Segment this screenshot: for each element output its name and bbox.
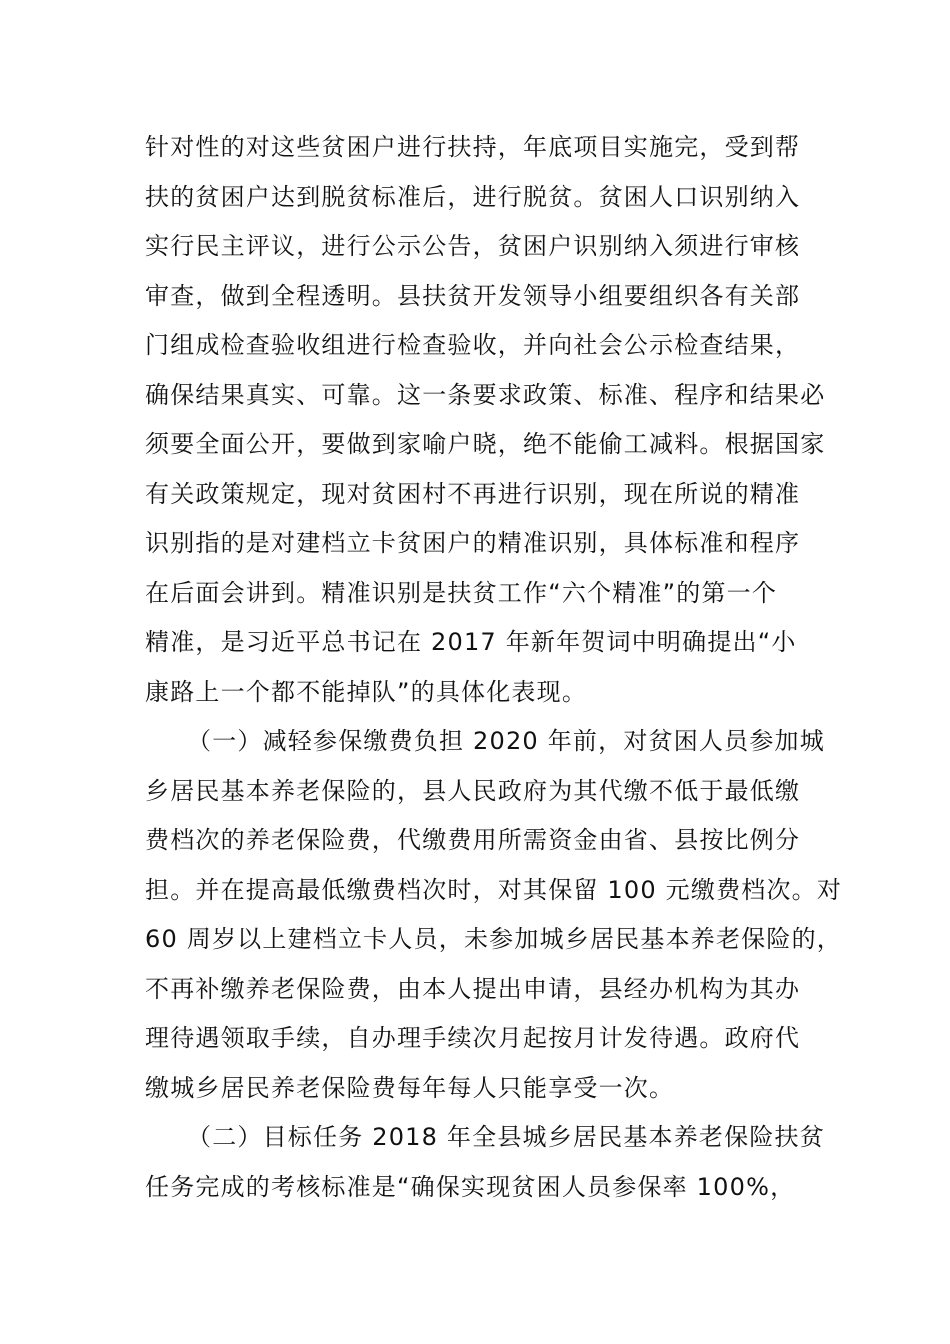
text-line: 精准，是习近平总书记在 2017 年新年贺词中明确提出“小 (145, 628, 797, 656)
text-line: 缴城乡居民养老保险费每年每人只能享受一次。 (145, 1073, 675, 1102)
text-line: 扶的贫困户达到脱贫标准后，进行脱贫。贫困人口识别纳入 (145, 182, 801, 211)
body-text (145, 123, 843, 1212)
text-line: 审查，做到全程透明。县扶贫开发领导小组要组织各有关部 (145, 281, 801, 310)
text-line: 识别指的是对建档立卡贫困户的精准识别，具体标准和程序 (145, 529, 801, 557)
text-line: 任务完成的考核标准是“确保实现贫困人员参保率 100%， (145, 1172, 796, 1201)
text-line: 针对性的对这些贫困户进行扶持，年底项目实施完，受到帮 (145, 133, 801, 161)
text-line: 须要全面公开，要做到家喻户晓，绝不能偷工减料。根据国家 (145, 430, 826, 458)
text-line: 确保结果真实、可靠。这一条要求政策、标准、程序和结果必 (145, 380, 826, 409)
text-line: 担。并在提高最低缴费档次时，对其保留 100 元缴费档次。对 (145, 875, 843, 904)
text-line: 实行民主评议，进行公示公告，贫困户识别纳入须进行审核 (145, 232, 801, 260)
text-line: 不再补缴养老保险费，由本人提出申请，县经办机构为其办 (145, 974, 801, 1003)
text-line: 在后面会讲到。精准识别是扶贫工作“六个精准”的第一个 (145, 578, 778, 607)
section-heading-line: （二）目标任务 2018 年全县城乡居民基本养老保险扶贫 (187, 1123, 825, 1151)
text-line: 理待遇领取手续，自办理手续次月起按月计发待遇。政府代 (145, 1024, 801, 1052)
text-line: 门组成检查验收组进行检查验收，并向社会公示检查结果， (145, 331, 801, 359)
text-line: 有关政策规定，现对贫困村不再进行识别，现在所说的精准 (145, 479, 801, 508)
section-heading-line: （一）减轻参保缴费负担 2020 年前，对贫困人员参加城 (187, 727, 825, 755)
text-line: 乡居民基本养老保险的，县人民政府为其代缴不低于最低缴 (145, 776, 801, 805)
text-line: 康路上一个都不能掉队”的具体化表现。 (145, 677, 588, 706)
text-line: 60 周岁以上建档立卡人员，未参加城乡居民基本养老保险的， (145, 925, 842, 953)
text-line: 费档次的养老保险费，代缴费用所需资金由省、县按比例分 (145, 826, 801, 854)
